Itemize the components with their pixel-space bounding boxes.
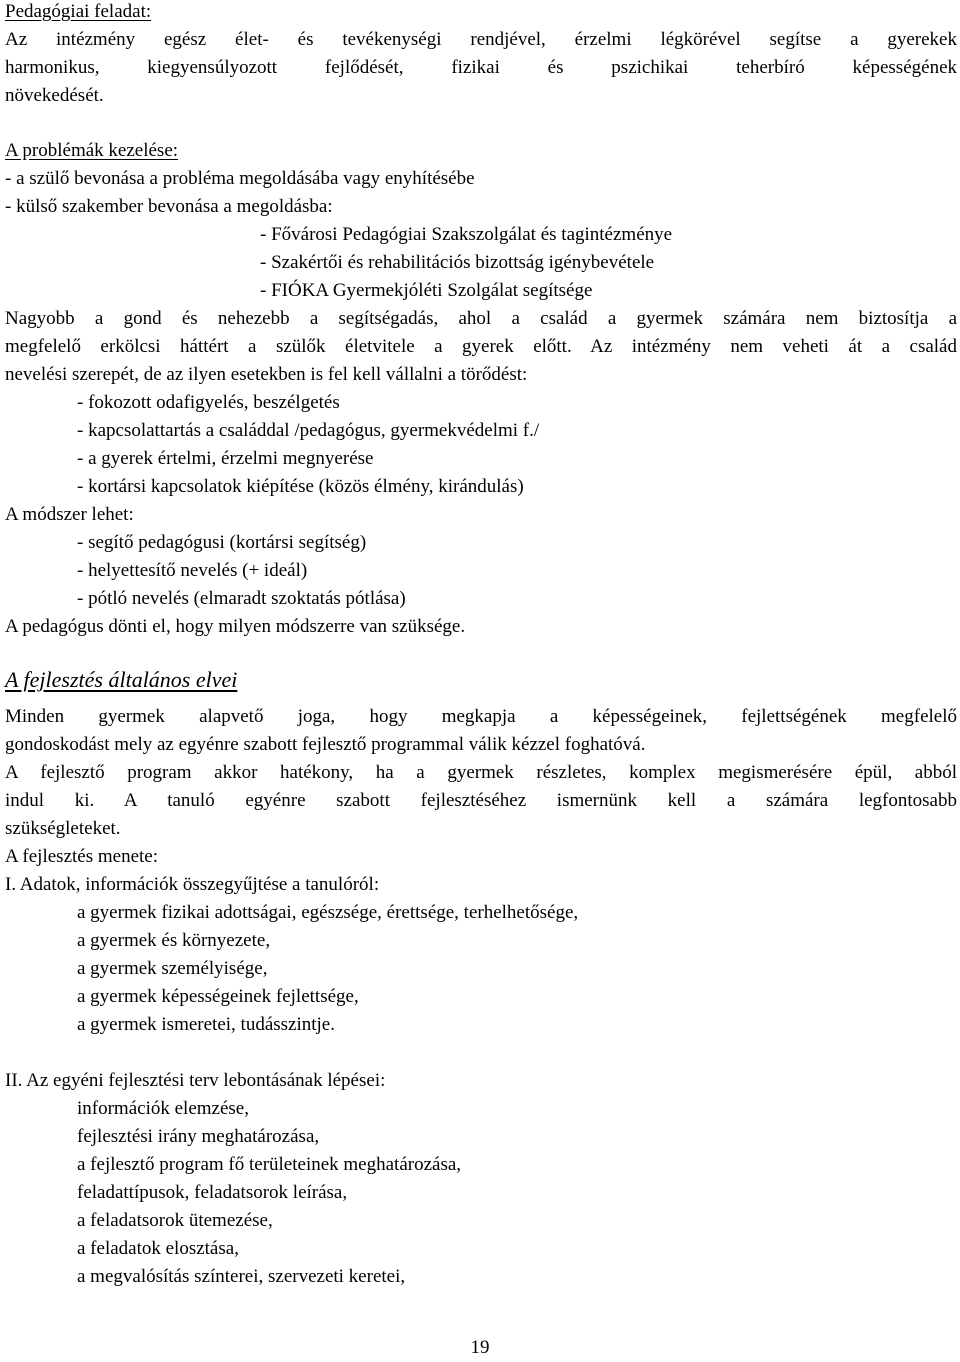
list-item: - helyettesítő nevelés (+ ideál) [77,560,308,581]
list-item: a feladatsorok ütemezése, [77,1210,273,1231]
list-item: a feladatok elosztása, [77,1238,239,1259]
paragraph-line: A fejlesztő program akkor hatékony, ha a gyermek részletes, komplex megismerésére épül, abból [5,762,957,783]
list-item: a megvalósítás színterei, szervezeti keretei, [77,1266,406,1287]
list-item: a fejlesztő program fő területeinek meghatározása, [77,1154,462,1175]
paragraph-line: Az intézmény egész élet- és tevékenységi rendjével, érzelmi légkörével segítse a gyerekek [5,29,957,50]
list-item: a gyermek fizikai adottságai, egészsége, érettsége, terhelhetősége, [77,902,579,923]
paragraph-line: nevelési szerepét, de az ilyen esetekben is fel kell vállalni a törődést: [5,364,528,385]
list-item: fejlesztési irány meghatározása, [77,1126,320,1147]
list-item: a gyermek képességeinek fejlettsége, [77,986,359,1007]
paragraph-line: Nagyobb a gond és nehezebb a segítségadás, ahol a család a gyermek számára nem biztosítja a [5,308,957,329]
step-title: I. Adatok, információk összegyűjtése a tanulóról: [5,874,380,895]
sub-list-item: - FIÓKA Gyermekjóléti Szolgálat segítsége [260,280,593,301]
list-item: - fokozott odafigyelés, beszélgetés [77,392,340,413]
step-title: II. Az egyéni fejlesztési terv lebontásának lépései: [5,1070,386,1091]
paragraph-line: gondoskodást mely az egyénre szabott fejlesztő programmal válik kézzel foghatóvá. [5,734,646,755]
list-item: a gyermek ismeretei, tudásszintje. [77,1014,335,1035]
list-item: a gyermek személyisége, [77,958,268,979]
page-number: 19 [470,1337,490,1358]
list-item: - a szülő bevonása a probléma megoldásába vagy enyhítésébe [5,168,475,189]
section-title-problemak: A problémák kezelése: [5,140,179,161]
paragraph-line: Minden gyermek alapvető joga, hogy megkapja a képességeinek, fejlettségének megfelelő [5,706,957,727]
sub-list-item: - Szakértői és rehabilitációs bizottság igénybevétele [260,252,655,273]
list-item: feladattípusok, feladatsorok leírása, [77,1182,348,1203]
list-item: - kortársi kapcsolatok kiépítése (közös élmény, kirándulás) [77,476,524,497]
paragraph-line: megfelelő erkölcsi háttért a szülők életvitele a gyerek előtt. Az intézmény nem veheti át a család [5,336,957,357]
paragraph-line: növekedését. [5,85,104,106]
subsection-title: A fejlesztés menete: [5,846,158,867]
paragraph-line: A pedagógus dönti el, hogy milyen módszerre van szüksége. [5,616,466,637]
list-item: - kapcsolattartás a családdal /pedagógus, gyermekvédelmi f./ [77,420,540,441]
paragraph-line: harmonikus, kiegyensúlyozott fejlődését, fizikai és pszichikai teherbíró képességének [5,57,957,78]
sub-list-item: - Fővárosi Pedagógiai Szakszolgálat és tagintézménye [260,224,673,245]
list-item: - pótló nevelés (elmaradt szoktatás pótlása) [77,588,406,609]
paragraph-line: indul ki. A tanuló egyénre szabott fejlesztéséhez ismernünk kell a számára legfontosabb [5,790,957,811]
paragraph-line: szükségleteket. [5,818,121,839]
list-item: információk elemzése, [77,1098,249,1119]
method-title: A módszer lehet: [5,504,134,525]
list-item: - a gyerek értelmi, érzelmi megnyerése [77,448,374,469]
list-item: - segítő pedagógusi (kortársi segítség) [77,532,367,553]
list-item: a gyermek és környezete, [77,930,271,951]
section-title-pedagogiai-feladat: Pedagógiai feladat: [5,1,152,22]
list-item: - külső szakember bevonása a megoldásba: [5,196,333,217]
section-heading-fejlesztes: A fejlesztés általános elvei [5,667,238,692]
